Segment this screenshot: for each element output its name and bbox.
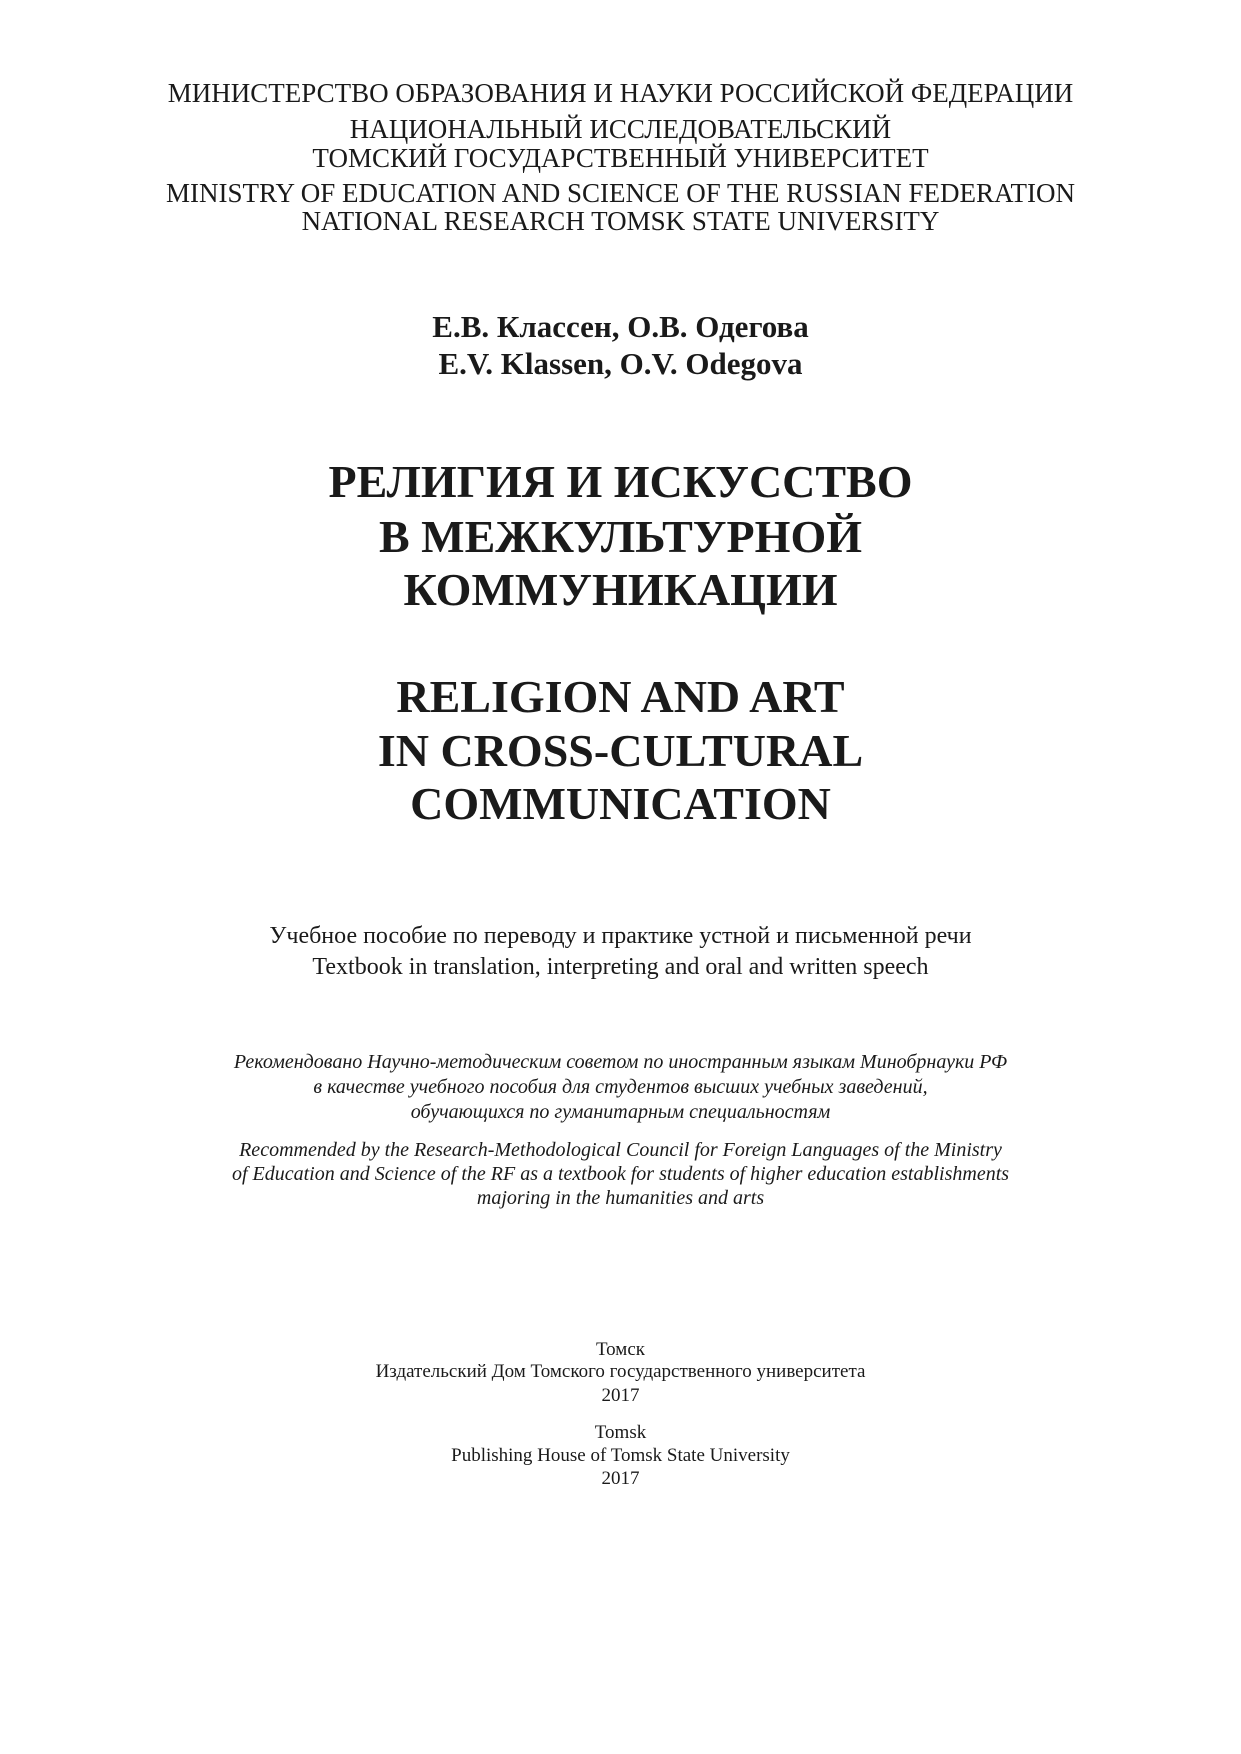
header-ru-university: ТОМСКИЙ ГОСУДАРСТВЕННЫЙ УНИВЕРСИТЕТ bbox=[312, 143, 929, 173]
recommendation-en-line3: majoring in the humanities and arts bbox=[476, 1187, 765, 1209]
imprint-en-city: Tomsk bbox=[594, 1422, 647, 1443]
imprint-ru-publisher: Издательский Дом Томского государственного университета bbox=[375, 1361, 866, 1382]
header-en-ministry: MINISTRY OF EDUCATION AND SCIENCE OF THE RUSSIAN FEDERATION bbox=[165, 178, 1076, 208]
title-ru-line1: РЕЛИГИЯ И ИСКУССТВО bbox=[328, 456, 913, 507]
header-ru-national: НАЦИОНАЛЬНЫЙ ИССЛЕДОВАТЕЛЬСКИЙ bbox=[349, 114, 892, 144]
imprint-en-publisher: Publishing House of Tomsk State University bbox=[451, 1445, 790, 1466]
imprint-ru-year: 2017 bbox=[601, 1385, 640, 1406]
imprint-en-year: 2017 bbox=[601, 1468, 640, 1489]
recommendation-ru-line2: в качестве учебного пособия для студентов высших учебных заведений, bbox=[313, 1076, 928, 1098]
recommendation-en-line2: of Education and Science of the RF as a textbook for students of higher education establishments bbox=[231, 1163, 1010, 1185]
imprint-ru-city: Томск bbox=[595, 1339, 645, 1360]
title-en-line2: IN CROSS-CULTURAL bbox=[377, 725, 864, 776]
authors-en: E.V. Klassen, O.V. Odegova bbox=[438, 346, 803, 381]
title-ru-line3: КОММУНИКАЦИИ bbox=[403, 564, 838, 615]
subtitle-ru: Учебное пособие по переводу и практике устной и письменной речи bbox=[269, 923, 972, 949]
title-en-line1: RELIGION AND ART bbox=[396, 671, 845, 722]
header-en-university: NATIONAL RESEARCH TOMSK STATE UNIVERSITY bbox=[301, 206, 940, 236]
recommendation-ru-line3: обучающихся по гуманитарным специальностям bbox=[410, 1101, 831, 1123]
recommendation-ru-line1: Рекомендовано Научно-методическим советом по иностранным языкам Минобрнауки РФ bbox=[233, 1051, 1008, 1073]
recommendation-en-line1: Recommended by the Research-Methodological Council for Foreign Languages of the Ministry bbox=[239, 1139, 1002, 1161]
authors-ru: Е.В. Классен, О.В. Одегова bbox=[432, 309, 809, 344]
title-en-line3: COMMUNICATION bbox=[410, 778, 831, 829]
header-ru-ministry: МИНИСТЕРСТВО ОБРАЗОВАНИЯ И НАУКИ РОССИЙСКОЙ ФЕДЕРАЦИИ bbox=[167, 78, 1074, 108]
title-ru-line2: В МЕЖКУЛЬТУРНОЙ bbox=[379, 511, 862, 562]
subtitle-en: Textbook in translation, interpreting and oral and written speech bbox=[312, 954, 929, 980]
